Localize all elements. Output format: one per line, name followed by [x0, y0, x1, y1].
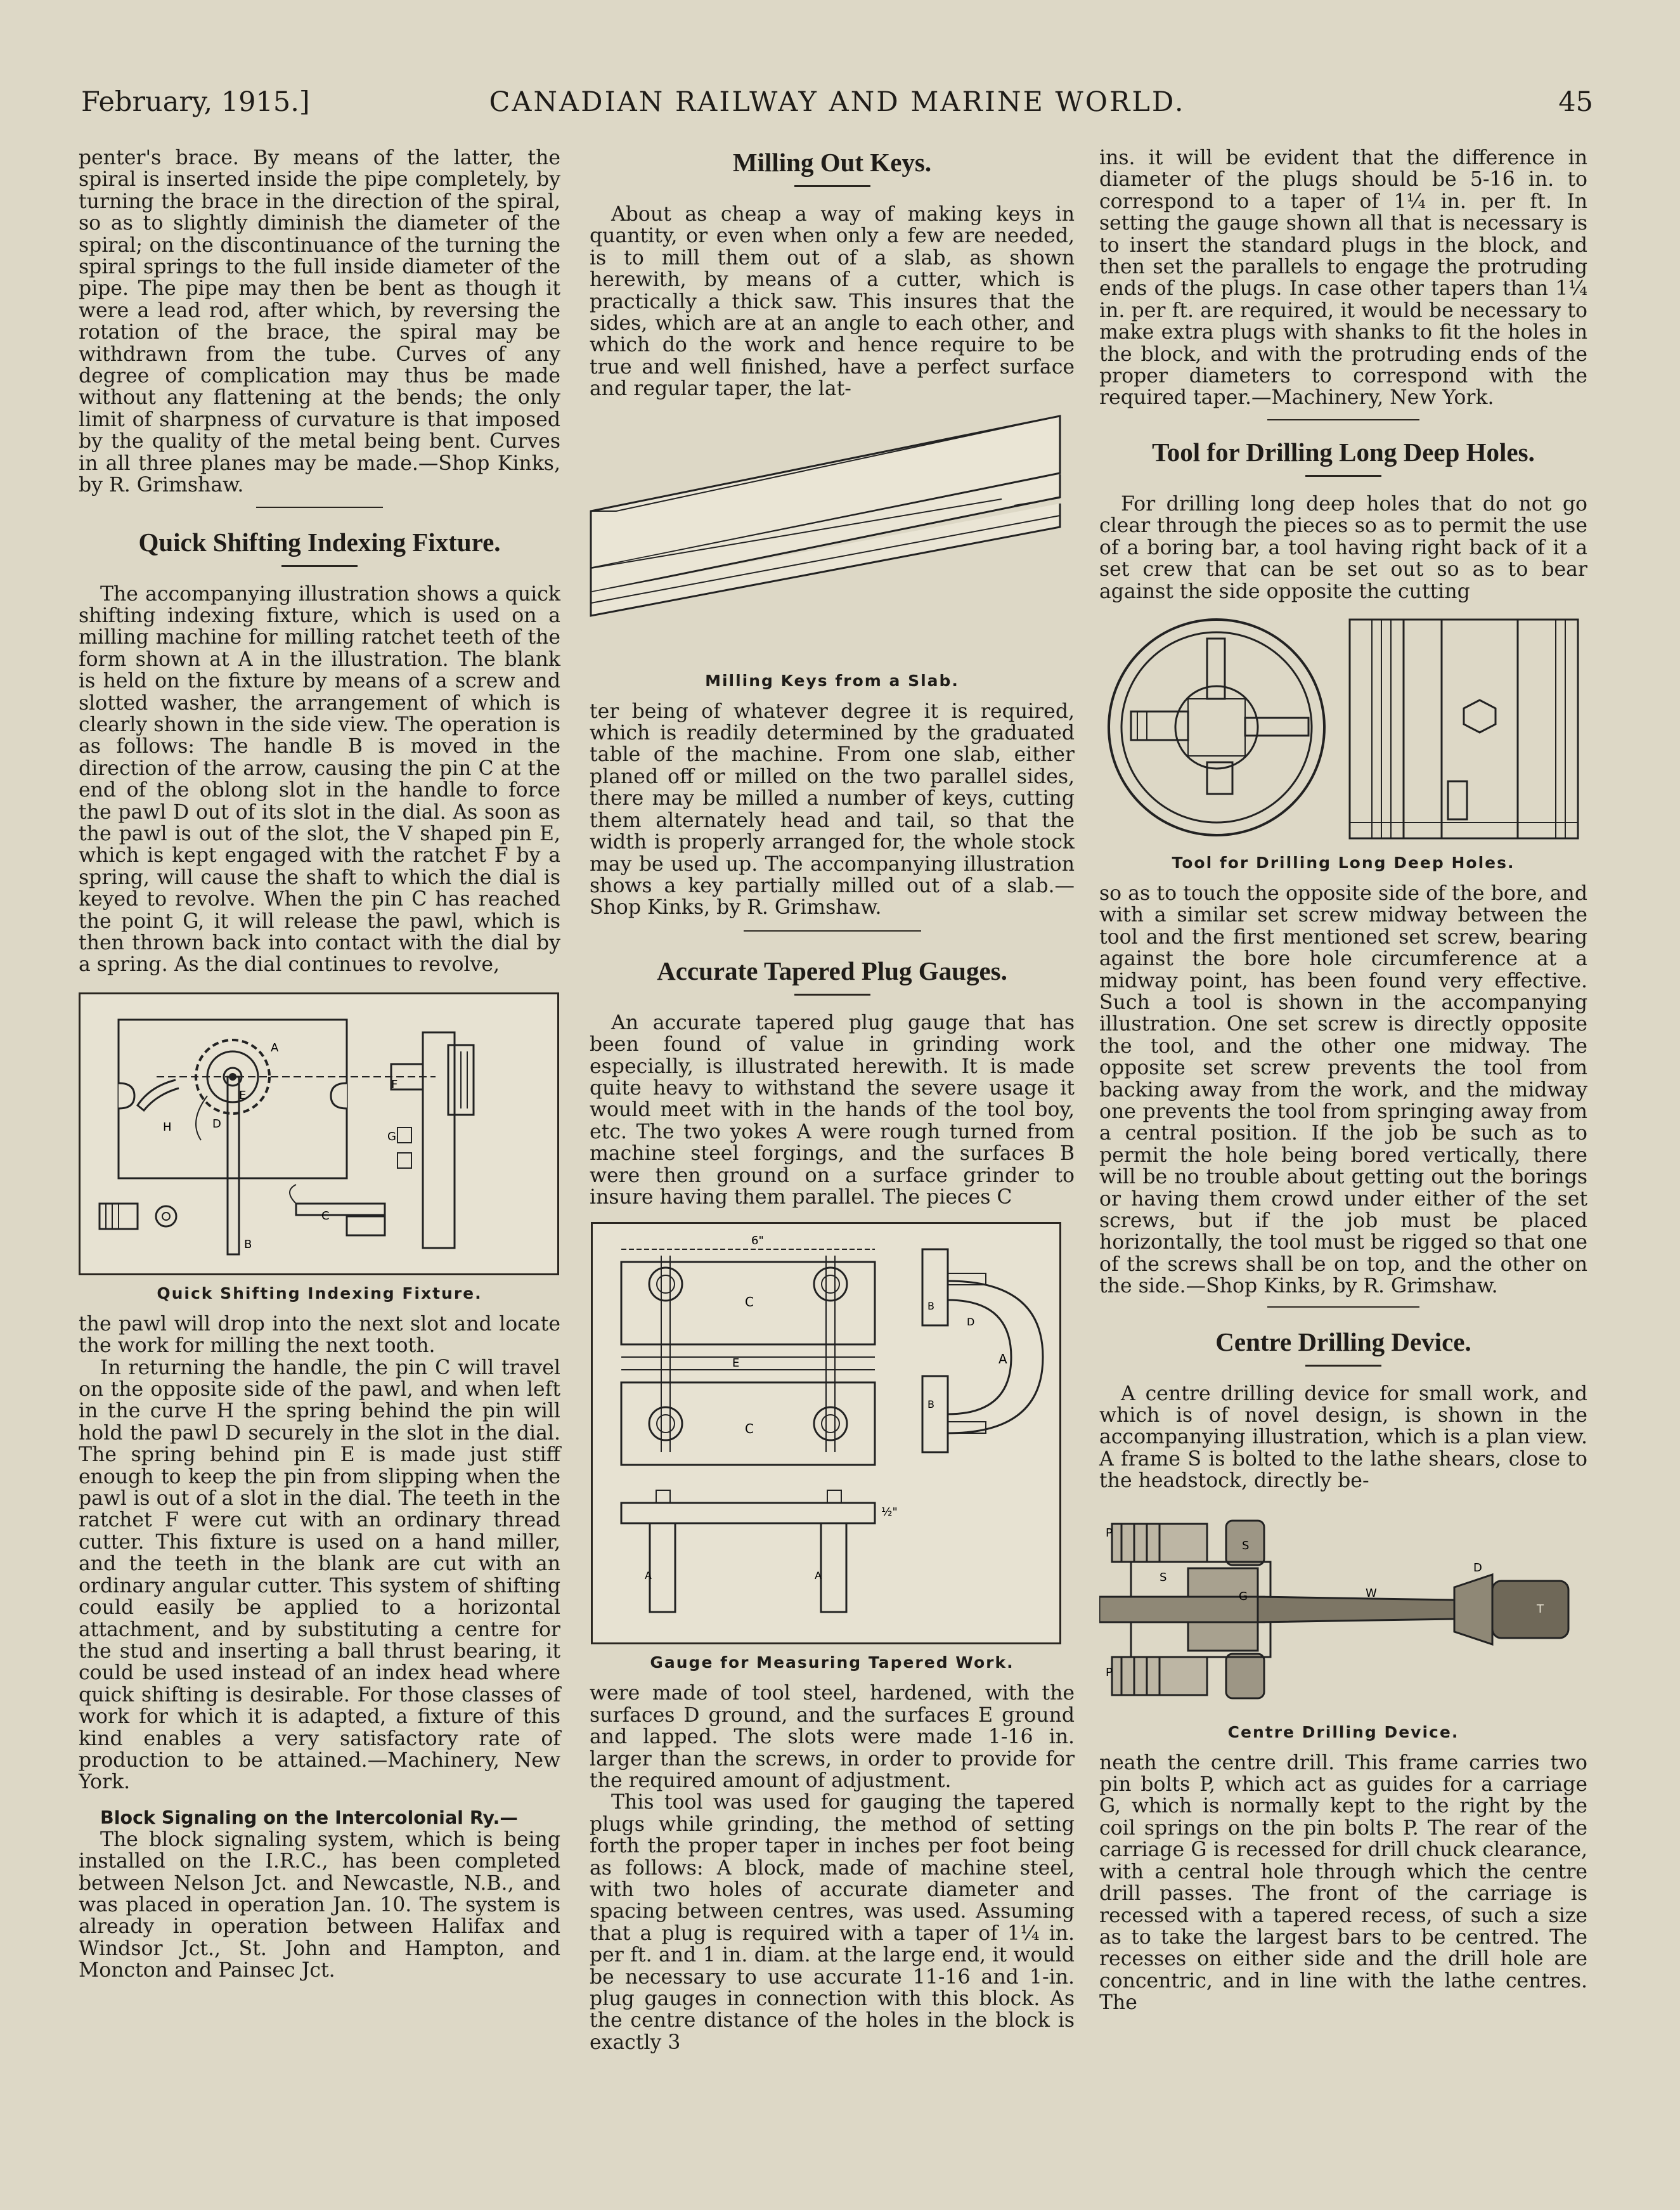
figure-quick-shifting: [79, 992, 560, 1303]
fig-label-t: T: [1537, 1602, 1544, 1616]
fig-label-p2: P: [1106, 1665, 1113, 1679]
fig-label-d: D: [1473, 1561, 1482, 1575]
figure-caption: Gauge for Measuring Tapered Work.: [650, 1653, 1014, 1672]
fig-label-c: C: [321, 1209, 330, 1223]
paragraph: For drilling long deep holes that do not go clear through the pieces so as to permit the use of a boring bar, a tool having right back of it a set crew that can be set out so as to bear against the side opposite the cutting: [1099, 492, 1587, 603]
fig-label-b: B: [927, 1300, 934, 1313]
figure-milling-keys: [590, 413, 1075, 691]
fig-label-a2: A: [645, 1570, 652, 1582]
paragraph: In returning the handle, the pin C will travel on the opposite side of the pawl, and when left in the curve H the spring behind the pin will hold the pawl D securely in the slot in the dial. The spring behind pin E is made just stiff enough to keep the pin from slipping when the pawl is out of a slot in the dial. The teeth in the ratchet F were cut with an ordinary thread cutter. This fixture is used on a hand miller, and the teeth in the blank are cut with an ordinary angular cutter. This system of shifting could easily be applied to a horizontal attachment, and by substituting a centre for the stud and inserting a ball thrust bearing, it could be used instead of an index head where quick shifting is desirable. For those classes of work for which it is adapted, a fixture of this kind enables a very satisfactory rate of production to be attained.—Machinery, New York.: [79, 1356, 560, 1794]
fig-label-e: E: [239, 1088, 247, 1102]
figure-drilling-tool: [1099, 616, 1587, 873]
column-1: [79, 147, 560, 1982]
figure-caption: Quick Shifting Indexing Fixture.: [157, 1284, 482, 1303]
figure-centre-drilling: [1099, 1505, 1587, 1742]
figure-caption: Centre Drilling Device.: [1227, 1722, 1459, 1741]
heading-centre-drilling: Centre Drilling Device.: [1215, 1327, 1471, 1356]
spacer: [79, 1793, 560, 1807]
fig-label-half: ½": [881, 1505, 898, 1519]
paragraph: were made of tool steel, hardened, with the surfaces D ground, and the surfaces E ground and lapped. The slots were made 1-16 in. larger than the screws, in order to provide for the required amount of adjustment.: [590, 1682, 1075, 1792]
figure-frame: [79, 992, 559, 1275]
fig-label-b: B: [244, 1237, 252, 1251]
fig-label-a: A: [998, 1351, 1007, 1367]
heading-block-signaling: Block Signaling on the Intercolonial Ry.—: [100, 1807, 518, 1828]
heading-rule: [281, 565, 358, 567]
heading-drilling-tool: Tool for Drilling Long Deep Holes.: [1152, 437, 1535, 467]
fig-label-g: G: [387, 1129, 396, 1143]
header-date: February, 1915.]: [81, 86, 310, 118]
divider: [744, 930, 921, 932]
fig-label-6in: 6": [751, 1234, 764, 1248]
fig-label-c2: C: [745, 1421, 754, 1437]
paragraph: ter being of whatever degree it is required, which is readily determined by the graduated table of the machine. From one slab, either planed off or milled on the two parallel sides, there may be milled a number of keys, cutting them alternately head and tail, so that the width is properly arranged for, the whole stock may be used up. The accompanying illustration shows a key partially milled out of a slab.—Shop Kinks, by R. Grimshaw.: [590, 699, 1075, 920]
indexing-fixture-drawing: [81, 994, 557, 1273]
centre-drilling-drawing: [1099, 1505, 1587, 1714]
fig-label-s: S: [1242, 1538, 1250, 1552]
gauge-drawing: [593, 1224, 1059, 1642]
paragraph: The block signaling system, which is being installed on the I.R.C., has been completed between Nelson Jct. and Newcastle, N.B., and was placed in operation Jan. 10. The system is already in operation between Halifax and Windsor Jct., St. John and Hampton, and Moncton and Painsec Jct.: [79, 1828, 560, 1982]
heading-rule: [794, 994, 870, 996]
paragraph: This tool was used for gauging the tapered plugs while grinding, the method of setting forth the proper taper in inches per foot being as follows: A block, made of machine steel, with two holes of accurate diameter and spacing between centres, was used. Assuming that a plug is required with a taper of 1¼ in. per ft. and 1 in. diam. at the large end, it would be necessary to use accurate 11-16 and 1-in. plug gauges in connection with this block. As the centre distance of the holes in the block is exactly 3: [590, 1791, 1075, 2054]
drilling-tool-drawing: [1099, 616, 1587, 845]
key-slab-drawing: [590, 413, 1075, 666]
running-header: [81, 86, 1593, 124]
figure-frame: [591, 1222, 1061, 1644]
fig-label-w: W: [1366, 1586, 1377, 1600]
paragraph-continued: penter's brace. By means of the latter, the spiral is inserted inside the pipe completely, by turning the brace in the direction of the spiral, so as to slightly diminish the diameter of the spiral; on the discontinuance of the turning the spiral springs to the full inside diameter of the pipe. The pipe may then be bent as though it were a lead rod, after which, by reversing the rotation of the brace, the spiral may be withdrawn from the tube. Curves of any degree of complication may thus be made without any flattening at the bends; the only limit of sharpness of curvature is that imposed by the quality of the metal being bent. Curves in all three planes may be made.—Shop Kinks, by R. Grimshaw.: [79, 146, 560, 497]
paragraph: so as to touch the opposite side of the bore, and with a similar set screw midway between the tool and the first mentioned set screw, bearing against the bore hole circumference at a midway point, has been found very effective. Such a tool is shown in the accompanying illustration. One set screw is directly opposite the tool, and the other one midway. The opposite set screw prevents the tool from backing away from the work, and the midway one prevents the tool from springing away from a central position. If the job be such as to permit the hole being bored vertically, there will be no trouble about getting out the borings or having them crowd under either of the set screws, but if the job must be placed horizontally, the tool must be rigged so that one of the screws shall be on top, and the other on the side.—Shop Kinks, by R. Grimshaw.: [1099, 881, 1587, 1298]
divider: [1267, 1306, 1419, 1308]
paragraph: neath the centre drill. This frame carries two pin bolts P, which act as guides for a carriage G, which is normally kept to the right by the coil springs on the pin bolts P. The rear of the carriage G is recessed for drill chuck clearance, with a central hole through which the centre drill passes. The front of the carriage is recessed with a tapered recess, of such a size as to take the largest bars to be centred. The recesses on either side and the drill hole are concentric, and in line with the lathe centres. The: [1099, 1751, 1587, 2015]
heading-rule: [794, 185, 870, 187]
fig-label-d: D: [212, 1117, 221, 1131]
magazine-title: CANADIAN RAILWAY AND MARINE WORLD.: [489, 86, 1186, 118]
heading-rule: [1305, 1365, 1381, 1367]
fig-label-c: C: [745, 1294, 754, 1310]
heading-quick-shifting: Quick Shifting Indexing Fixture.: [138, 527, 501, 557]
fig-label-a: A: [271, 1041, 279, 1055]
paragraph: About as cheap a way of making keys in quantity, or even when only a few are needed, is to mill them out of a slab, as shown herewith, by means of a cutter, which is practically a thick saw. This insures that the sides, which are at an angle to each other, and which do the work and hence require to be true and well finished, have a perfect surface and regular taper, the lat-: [590, 203, 1075, 401]
page-number: 45: [1558, 86, 1593, 118]
figure-tapered-gauge: [590, 1222, 1075, 1672]
fig-label-p: P: [1106, 1526, 1113, 1540]
fig-label-f: F: [391, 1077, 398, 1091]
figure-caption: Tool for Drilling Long Deep Holes.: [1172, 853, 1515, 872]
figure-caption: Milling Keys from a Slab.: [705, 671, 959, 690]
fig-label-b2: B: [927, 1398, 934, 1411]
divider: [256, 507, 383, 508]
column-2: [590, 147, 1075, 2053]
fig-label-e: E: [732, 1356, 740, 1370]
heading-tapered-gauges: Accurate Tapered Plug Gauges.: [657, 956, 1007, 985]
fig-label-a3: A: [815, 1570, 822, 1582]
paragraph-continued: ins. it will be evident that the difference in diameter of the plugs should be 5-16 in. to correspond to a taper of 1¼ in. per ft. In setting the gauge shown all that is necessary is to insert the standard plugs in the block, and then set the parallels to engage the protruding ends of the plugs. In case other tapers than 1¼ in. per ft. are required, it would be necessary to make extra plugs with shanks to fit the holes in the block, and with the protruding ends of the proper diameters to correspond with the required taper.—Machinery, New York.: [1099, 146, 1587, 410]
divider: [1267, 419, 1419, 420]
fig-label-d: D: [967, 1316, 975, 1329]
heading-milling-keys: Milling Out Keys.: [732, 148, 932, 177]
paragraph: the pawl will drop into the next slot and locate the work for milling the next tooth.: [79, 1312, 560, 1358]
fig-label-g: G: [1239, 1589, 1248, 1603]
paragraph: A centre drilling device for small work, and which is of novel design, is shown in the accompanying illustration, which is a plan view. A frame S is bolted to the lathe shears, close to the headstock, directly be-: [1099, 1382, 1587, 1493]
paragraph: An accurate tapered plug gauge that has been found of value in grinding work especially, is illustrated herewith. It is made quite heavy to withstand the severe usage it would meet with in the hands of the tool boy, etc. The two yokes A were rough turned from machine steel forgings, and the surfaces B were then ground on a surface grinder to insure having them parallel. The pieces C: [590, 1011, 1075, 1209]
fig-label-h: H: [163, 1120, 172, 1134]
fig-label-s2: S: [1160, 1570, 1167, 1584]
heading-rule: [1305, 475, 1381, 477]
column-3: [1099, 147, 1587, 2014]
paragraph: The accompanying illustration shows a quick shifting indexing fixture, which is used on a milling machine for milling ratchet teeth of the form shown at A in the illustration. The blank is held on the fixture by means of a screw and slotted washer, the arrangement of which is clearly shown in the side view. The operation is as follows: The handle B is moved in the direction of the arrow, causing the pin C at the end of the oblong slot in the handle to force the pawl D out of its slot in the dial. As soon as the pawl is out of the slot, the V shaped pin E, which is kept engaged with the ratchet F by a spring, will cause the shaft to which the dial is keyed to revolve. When the pin C has reached the point G, it will release the pawl, which is then thrown back into contact with the dial by a spring. As the dial continues to revolve,: [79, 582, 560, 977]
